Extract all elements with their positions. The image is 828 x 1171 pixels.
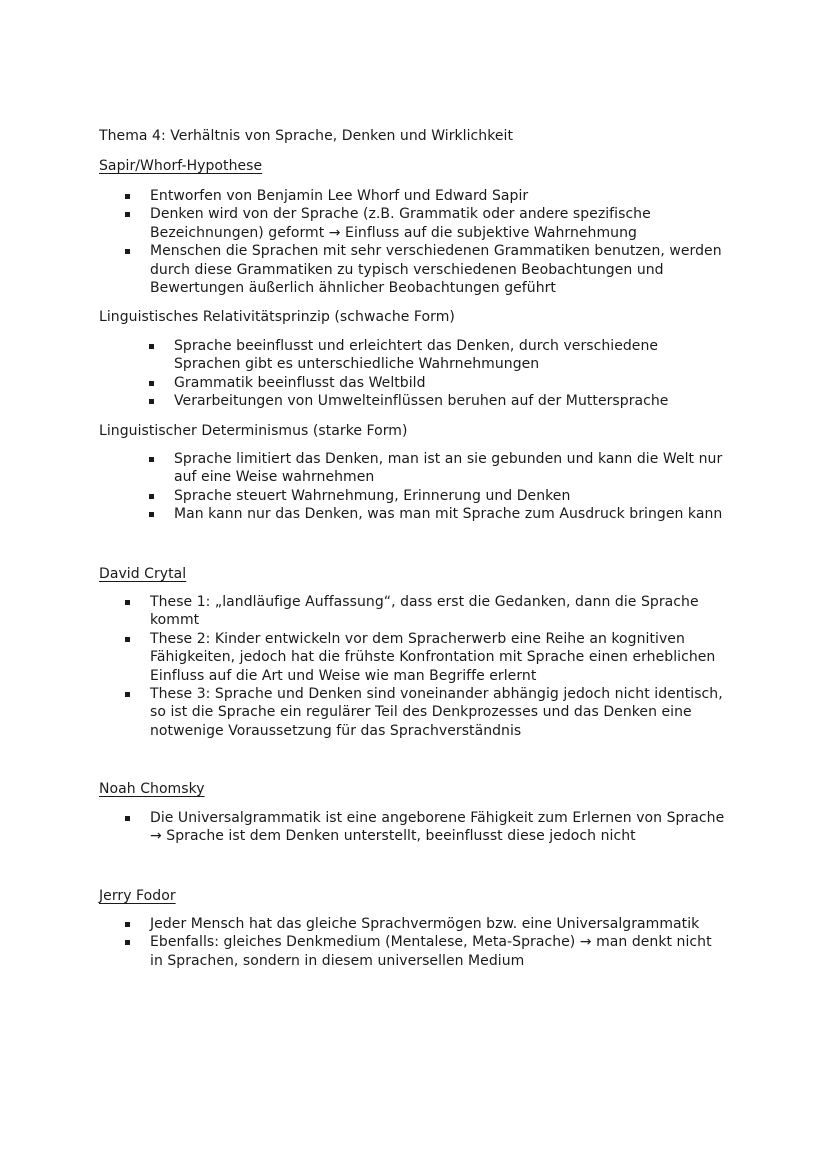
section-heading-david-crytal: David Crytal bbox=[99, 566, 187, 582]
list-item: Man kann nur das Denken, was man mit Sprache zum Ausdruck bringen kann bbox=[149, 505, 729, 523]
bullet-list-sapir-whorf bbox=[125, 187, 725, 297]
list-item: Sprache beeinflusst und erleichtert das Denken, durch verschiedene Sprachen gibt es unterschiedliche Wahrnehmungen bbox=[149, 337, 729, 374]
list-item: Verarbeitungen von Umwelteinflüssen beruhen auf der Muttersprache bbox=[149, 392, 729, 410]
bullet-icon bbox=[125, 816, 130, 821]
section-heading-determinismus: Linguistischer Determinismus (starke Form) bbox=[99, 423, 408, 439]
bullet-list-noah-chomsky bbox=[125, 809, 725, 846]
bullet-icon bbox=[125, 922, 130, 927]
list-item: These 3: Sprache und Denken sind voneinander abhängig jedoch nicht identisch, so ist die Sprache ein regulärer Teil des Denkprozesses und das Denken eine notwenige Voraussetzung für das Sprachverständnis bbox=[125, 685, 725, 740]
bullet-icon bbox=[149, 494, 154, 499]
list-item: Die Universalgrammatik ist eine angeborene Fähigkeit zum Erlernen von Sprache → Sprache ist dem Denken unterstellt, beeinflusst diese jedoch nicht bbox=[125, 809, 725, 846]
bullet-icon bbox=[149, 381, 154, 386]
list-item: Sprache steuert Wahrnehmung, Erinnerung und Denken bbox=[149, 487, 729, 505]
bullet-icon bbox=[149, 457, 154, 462]
document-title: Thema 4: Verhältnis von Sprache, Denken und Wirklichkeit bbox=[99, 128, 514, 144]
bullet-list-determinismus bbox=[149, 450, 729, 524]
list-item: Sprache limitiert das Denken, man ist an sie gebunden und kann die Welt nur auf eine Weise wahrnehmen bbox=[149, 450, 729, 487]
bullet-icon bbox=[125, 692, 130, 697]
bullet-icon bbox=[125, 194, 130, 199]
section-heading-sapir-whorf: Sapir/Whorf-Hypothese bbox=[99, 158, 263, 174]
bullet-icon bbox=[149, 512, 154, 517]
bullet-list-david-crytal bbox=[125, 593, 725, 740]
list-item: Ebenfalls: gleiches Denkmedium (Mentalese, Meta-Sprache) → man denkt nicht in Sprachen, sondern in diesem universellen Medium bbox=[125, 933, 725, 970]
bullet-icon bbox=[149, 344, 154, 349]
bullet-icon bbox=[125, 249, 130, 254]
bullet-icon bbox=[125, 940, 130, 945]
list-item: Entworfen von Benjamin Lee Whorf und Edward Sapir bbox=[125, 187, 725, 205]
list-item: Jeder Mensch hat das gleiche Sprachvermögen bzw. eine Universalgrammatik bbox=[125, 915, 725, 933]
list-item: Denken wird von der Sprache (z.B. Grammatik oder andere spezifische Bezeichnungen) geformt → Einfluss auf die subjektive Wahrnehmung bbox=[125, 205, 725, 242]
list-item: These 1: „landläufige Auffassung“, dass erst die Gedanken, dann die Sprache kommt bbox=[125, 593, 725, 630]
bullet-list-relativitaetsprinzip bbox=[149, 337, 729, 411]
bullet-icon bbox=[125, 212, 130, 217]
section-heading-noah-chomsky: Noah Chomsky bbox=[99, 781, 205, 797]
section-heading-jerry-fodor: Jerry Fodor bbox=[99, 888, 176, 904]
list-item: These 2: Kinder entwickeln vor dem Spracherwerb eine Reihe an kognitiven Fähigkeiten, jedoch hat die frühste Konfrontation mit Sprache einen erheblichen Einfluss auf die Art und Weise wie man Begriffe erlernt bbox=[125, 630, 725, 685]
bullet-icon bbox=[125, 600, 130, 605]
bullet-icon bbox=[149, 399, 154, 404]
list-item: Menschen die Sprachen mit sehr verschiedenen Grammatiken benutzen, werden durch diese Grammatiken zu typisch verschiedenen Beobachtungen und Bewertungen äußerlich ähnlicher Beobachtungen geführt bbox=[125, 242, 725, 297]
bullet-icon bbox=[125, 637, 130, 642]
section-heading-relativitaetsprinzip: Linguistisches Relativitätsprinzip (schwache Form) bbox=[99, 309, 455, 325]
list-item: Grammatik beeinflusst das Weltbild bbox=[149, 374, 729, 392]
bullet-list-jerry-fodor bbox=[125, 915, 725, 970]
